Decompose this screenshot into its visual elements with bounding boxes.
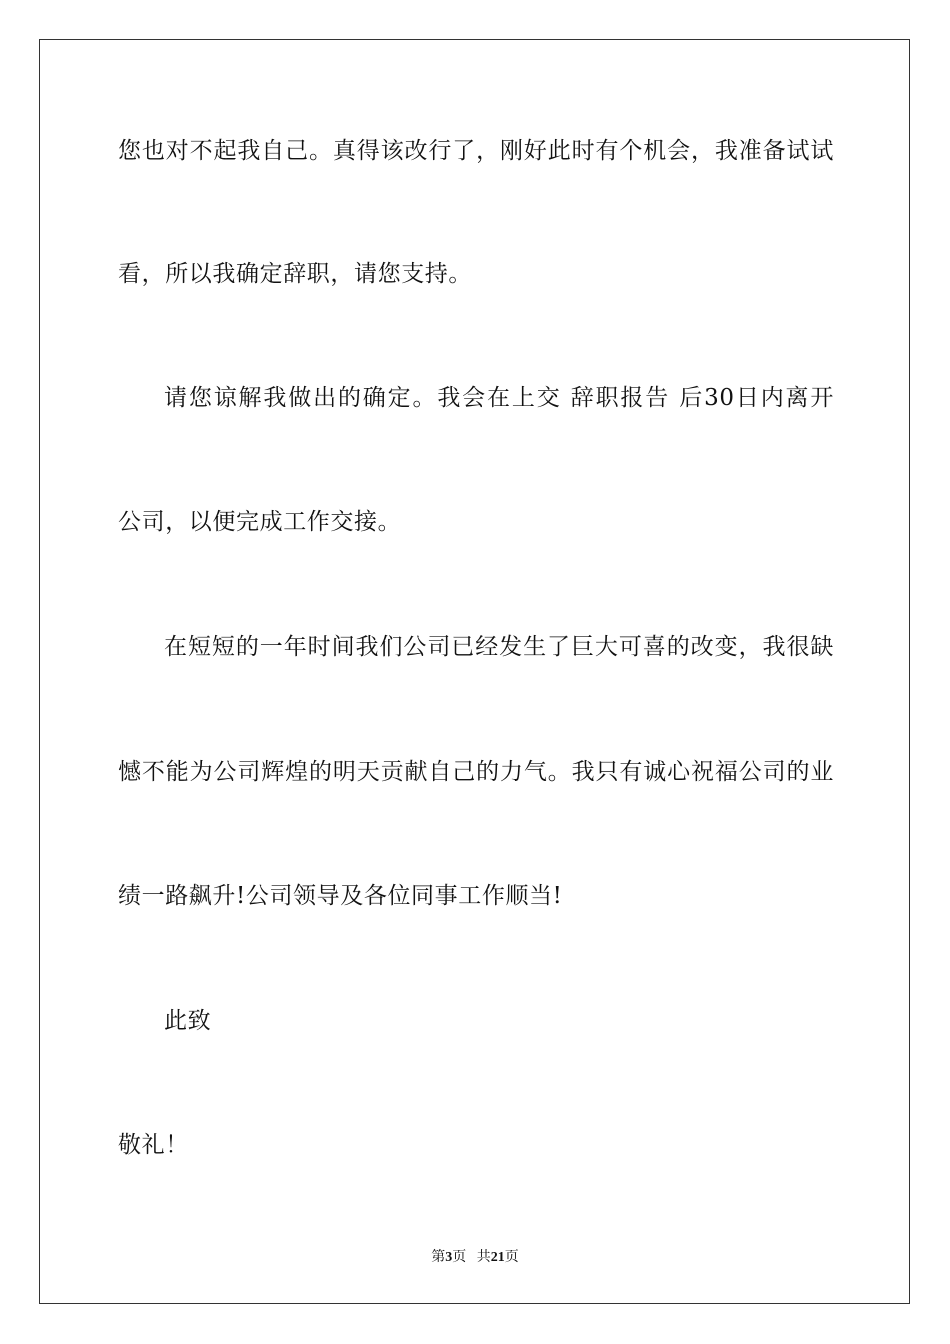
- body-line: 绩一路飙升!公司领导及各位同事工作顺当!: [118, 883, 563, 909]
- page-border: [39, 39, 910, 1304]
- total-prefix: 共: [476, 1250, 491, 1265]
- body-line: 公司，以便完成工作交接。: [118, 509, 402, 535]
- page-footer: [0, 1246, 950, 1266]
- body-line: 憾不能为公司辉煌的明天贡献自己的力气。我只有诚心祝福公司的业: [118, 759, 834, 785]
- body-line: 在短短的一年时间我们公司已经发生了巨大可喜的改变，我很缺: [164, 634, 834, 660]
- total-suffix: 页: [504, 1250, 519, 1265]
- page-number: 3: [445, 1250, 453, 1265]
- closing-salutation: 此致: [164, 1008, 212, 1034]
- page-prefix: 第: [431, 1250, 446, 1265]
- closing-regards: 敬礼！: [118, 1132, 189, 1158]
- body-line: 您也对不起我自己。真得该改行了，刚好此时有个机会，我准备试试: [118, 138, 834, 164]
- body-line: 请您谅解我做出的确定。我会在上交 辞职报告 后30日内离开: [164, 385, 834, 411]
- total-pages: 21: [490, 1250, 505, 1265]
- body-line: 看，所以我确定辞职，请您支持。: [118, 261, 472, 287]
- page-suffix: 页: [452, 1250, 467, 1265]
